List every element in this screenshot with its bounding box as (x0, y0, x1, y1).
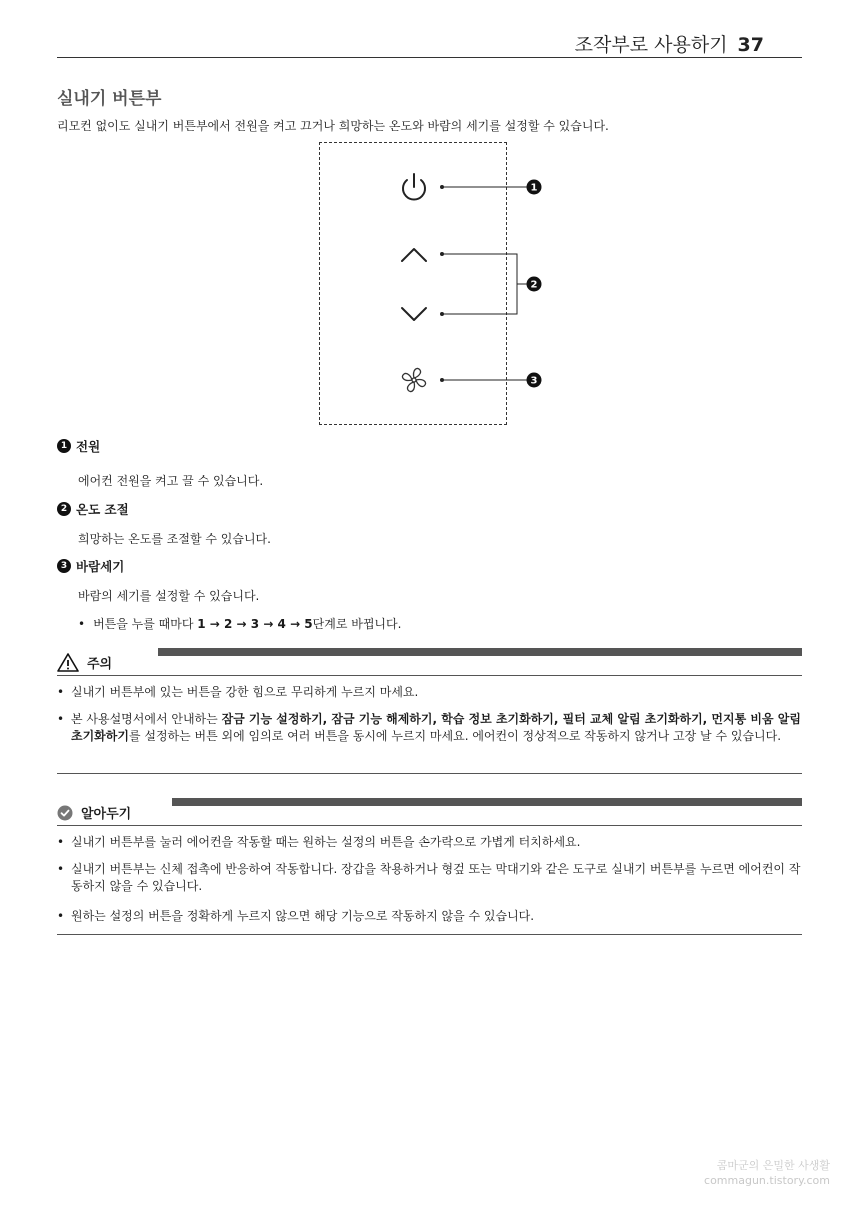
button-panel-illustration (385, 160, 555, 400)
down-arrow-icon (402, 308, 426, 320)
callout-2-label: 2 (530, 279, 538, 291)
callout-1-label: 1 (530, 182, 538, 194)
note-bullet: • 원하는 설정의 버튼을 정확하게 누르지 않으면 해당 기능으로 작동하지 않을 수 있습니다. (57, 908, 802, 925)
callout-1 (527, 180, 542, 195)
item-temperature-desc: 희망하는 온도를 조절할 수 있습니다. (78, 532, 271, 546)
watermark-line2: commagun.tistory.com (704, 1174, 830, 1187)
item-title: 전원 (76, 439, 101, 454)
note-top-rule (57, 825, 802, 826)
note-header-bar (172, 798, 802, 806)
check-circle-icon (57, 805, 73, 821)
wind-steps-prefix: 버튼을 누를 때마다 (93, 617, 198, 631)
watermark (704, 1158, 830, 1188)
item-power-heading (57, 437, 100, 455)
header-title: 조작부로 사용하기 (574, 34, 728, 56)
up-arrow-icon (402, 249, 426, 261)
note-bullet-text: 실내기 버튼부를 눌러 에어컨을 작동할 때는 원하는 설정의 버튼을 손가락으로 가볍게 터치하세요. (71, 835, 581, 849)
note-bullet-text: 원하는 설정의 버튼을 정확하게 누르지 않으면 해당 기능으로 작동하지 않을 수 있습니다. (71, 909, 535, 923)
caution-bullet-text: 실내기 버튼부에 있는 버튼을 강한 힘으로 무리하게 누르지 마세요. (71, 685, 419, 699)
item-badge: 1 (57, 439, 71, 453)
warning-icon (57, 652, 79, 672)
callout-2 (527, 277, 542, 292)
caution-top-rule (57, 675, 802, 676)
note-bullet-text: 실내기 버튼부는 신체 접촉에 반응하여 작동합니다. 장갑을 착용하거나 형겊 또는 막대기와 같은 도구로 실내기 버튼부를 누르면 에어컨이 작동하지 않을 수 있습니다. (71, 862, 801, 893)
item-badge: 3 (57, 559, 71, 573)
callout-3-label: 3 (530, 375, 538, 387)
note-bottom-rule (57, 934, 802, 935)
page-number: 37 (737, 34, 764, 56)
item-title: 바람세기 (76, 559, 125, 574)
header-divider (57, 57, 802, 58)
wind-steps-suffix: 단계로 바뀝니다. (312, 617, 402, 631)
wind-steps-bullet: • 버튼을 누를 때마다 1 → 2 → 3 → 4 → 5단계로 바뀝니다. (78, 617, 402, 631)
wind-steps-sequence: 1 → 2 → 3 → 4 → 5 (197, 617, 313, 631)
note-title: 알아두기 (81, 807, 132, 822)
note-heading (57, 803, 131, 822)
note-bullet: • 실내기 버튼부를 눌러 에어컨을 작동할 때는 원하는 설정의 버튼을 손가락으로 가볍게 터치하세요. (57, 834, 802, 851)
item-badge: 2 (57, 502, 71, 516)
item-temperature-heading (57, 500, 129, 518)
item-wind-heading (57, 557, 124, 575)
fan-icon (402, 368, 425, 391)
page-header (575, 30, 764, 57)
caution-heading (57, 652, 112, 672)
callout-3 (527, 373, 542, 388)
caution-title: 주의 (87, 656, 113, 672)
power-icon (403, 174, 425, 199)
section-title: 실내기 버튼부 (57, 89, 162, 109)
item-title: 온도 조절 (76, 502, 129, 517)
caution-bottom-rule (57, 773, 802, 774)
caution-bullet-pre: 본 사용설명서에서 안내하는 (71, 712, 222, 726)
caution-bullet: • 본 사용설명서에서 안내하는 잠금 기능 설정하기, 잠금 기능 해제하기, 학습 정보 초기화하기, 필터 교체 알림 초기화하기, 먼지통 비움 알림 초기화하기를 설정하는 버튼 외에 임의로 여러 버튼을 동시에 누르지 마세요. 에어컨이 정상적으로 작동하지 않거나 고장 날 수 있습니다. (57, 712, 801, 743)
watermark-line1: 콤마군의 은밀한 사생활 (716, 1159, 830, 1172)
callout-leaders (441, 186, 529, 382)
item-power-desc: 에어컨 전원을 켜고 끌 수 있습니다. (78, 474, 264, 488)
caution-bullet: • 실내기 버튼부에 있는 버튼을 강한 힘으로 무리하게 누르지 마세요. (57, 684, 802, 701)
caution-bullet-post: 를 설정하는 버튼 외에 임의로 여러 버튼을 동시에 누르지 마세요. 에어컨이 정상적으로 작동하지 않거나 고장 날 수 있습니다. (128, 729, 782, 743)
item-wind-desc: 바람의 세기를 설정할 수 있습니다. (78, 589, 260, 603)
section-intro: 리모컨 없이도 실내기 버튼부에서 전원을 켜고 끄거나 희망하는 온도와 바람의 세기를 설정할 수 있습니다. (57, 119, 609, 133)
note-bullet: • 실내기 버튼부는 신체 접촉에 반응하여 작동합니다. 장갑을 착용하거나 형겊 또는 막대기와 같은 도구로 실내기 버튼부를 누르면 에어컨이 작동하지 않을 수 있습니다. (57, 862, 801, 893)
caution-header-bar (158, 648, 802, 656)
caution-bullet-bold: 잠금 기능 설정하기, 잠금 기능 해제하기, 학습 정보 초기화하기, 필터 교체 알림 초기화하기, 먼지통 비움 알림 초기화하기 (71, 712, 801, 743)
